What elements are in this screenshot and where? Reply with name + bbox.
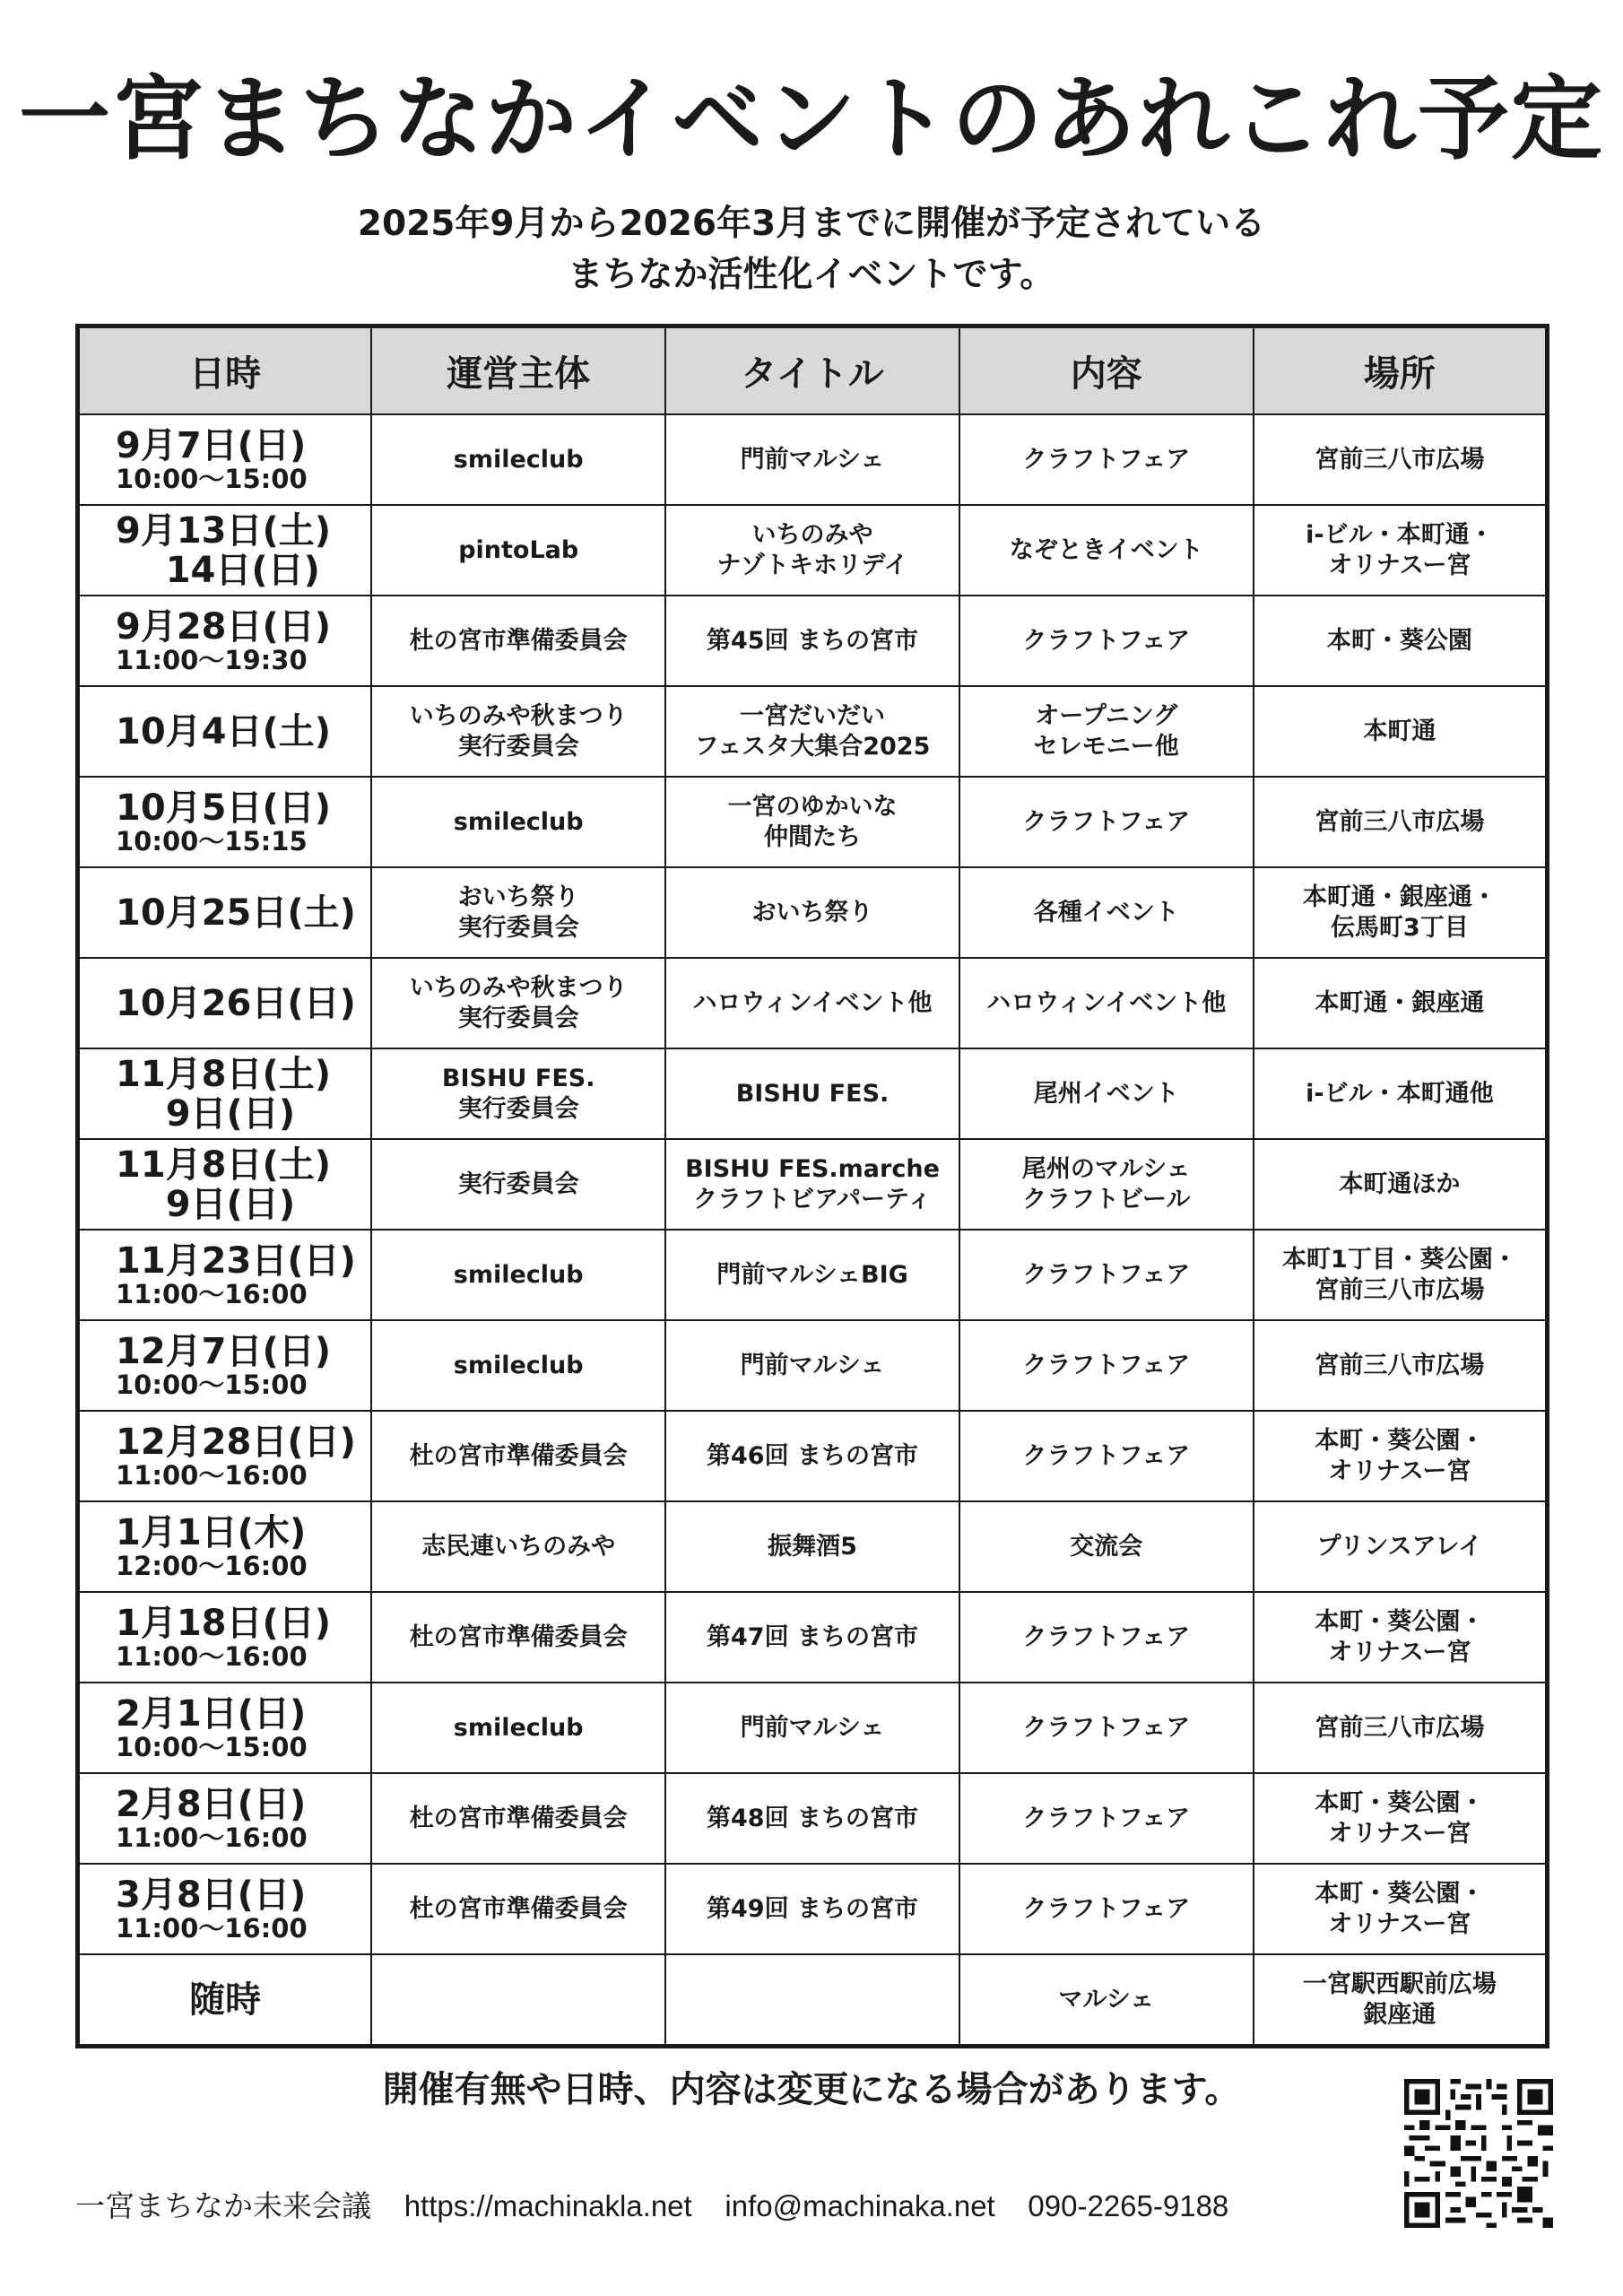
cell-line: 実行委員会 <box>457 1094 579 1123</box>
cell-line: クラフトフェア <box>1022 1622 1191 1651</box>
content-cell <box>959 1320 1254 1411</box>
footer <box>75 2183 1228 2225</box>
cell-line: クラフトフェア <box>1022 1351 1191 1379</box>
date-cell <box>78 505 372 596</box>
time-range: 11:00〜16:00 <box>116 1459 308 1491</box>
cell-line: 門前マルシェBIG <box>716 1260 908 1289</box>
cell-line: 伝馬町3丁目 <box>1330 913 1469 942</box>
table-row <box>78 505 1548 596</box>
cell-line: ハロウィンイベント他 <box>692 988 933 1017</box>
content-cell <box>959 1954 1254 2047</box>
header-content: 内容 <box>959 326 1254 415</box>
place-cell <box>1254 596 1548 686</box>
title-cell <box>665 1048 959 1139</box>
place-cell <box>1254 1139 1548 1230</box>
organizer-cell <box>371 1773 665 1864</box>
cell-line: セレモニー他 <box>1033 732 1179 761</box>
place-cell <box>1254 1954 1548 2047</box>
organizer-cell <box>371 686 665 777</box>
cell-line: 各種イベント <box>1033 898 1179 926</box>
date-cell <box>78 1592 372 1683</box>
date-line: 2月8日(日) <box>116 1783 307 1825</box>
cell-line: pintoLab <box>458 535 579 564</box>
cell-line: クラフトフェア <box>1022 1713 1191 1742</box>
content-cell <box>959 1501 1254 1592</box>
cell-line: 一宮駅西駅前広場 <box>1302 1970 1497 1998</box>
title-cell <box>665 1230 959 1320</box>
organizer-cell <box>371 1139 665 1230</box>
table-row <box>78 1139 1548 1230</box>
cell-line: 尾州イベント <box>1033 1079 1179 1108</box>
cell-line: 第46回 まちの宮市 <box>707 1441 918 1470</box>
table-row <box>78 1320 1548 1411</box>
cell-line: 第45回 まちの宮市 <box>707 626 918 655</box>
cell-line: クラフトフェア <box>1022 1441 1191 1470</box>
cell-line: 本町・葵公園・ <box>1315 1607 1485 1636</box>
cell-line: 本町1丁目・葵公園・ <box>1281 1245 1517 1274</box>
date-cell <box>78 1230 372 1320</box>
cell-line: 実行委員会 <box>457 732 579 761</box>
cell-line: 交流会 <box>1070 1532 1143 1561</box>
date-cell <box>78 1954 372 2047</box>
time-range: 11:00〜19:30 <box>116 644 308 675</box>
cell-line: 本町通ほか <box>1339 1170 1461 1198</box>
footer-phone[interactable]: 090-2265-9188 <box>1028 2189 1229 2222</box>
title-cell <box>665 505 959 596</box>
cell-line: 杜の宮市準備委員会 <box>409 1441 628 1470</box>
date-line: 3月8日(日) <box>116 1874 307 1916</box>
cell-line: クラフトフェア <box>1022 1260 1191 1289</box>
date-line: 9日(日) <box>116 1183 296 1225</box>
place-cell <box>1254 1773 1548 1864</box>
cell-line: 本町・葵公園・ <box>1315 1879 1485 1908</box>
table-row <box>78 867 1548 958</box>
time-range: 11:00〜16:00 <box>116 1278 308 1309</box>
page-subtitle <box>0 199 1623 300</box>
date-line: 11月8日(土) <box>116 1144 332 1186</box>
cell-line: オープニング <box>1035 701 1178 730</box>
title-cell <box>665 1683 959 1773</box>
cell-line: クラフトフェア <box>1022 1894 1191 1923</box>
content-cell <box>959 505 1254 596</box>
footer-org: 一宮まちなか未来会議 <box>75 2189 371 2222</box>
cell-line: ハロウィンイベント他 <box>986 988 1227 1017</box>
cell-line: 門前マルシェ <box>740 1351 885 1379</box>
title-cell <box>665 1320 959 1411</box>
title-cell <box>665 1954 959 2047</box>
place-cell <box>1254 1230 1548 1320</box>
cell-line: 本町通 <box>1363 717 1436 745</box>
cell-line: 宮前三八市広場 <box>1315 445 1485 474</box>
place-cell <box>1254 1320 1548 1411</box>
cell-line: クラフトフェア <box>1022 626 1191 655</box>
cell-line: 志民連いちのみや <box>421 1532 616 1561</box>
place-cell <box>1254 1411 1548 1501</box>
cell-line: いちのみや秋まつり <box>409 701 628 730</box>
place-cell <box>1254 414 1548 505</box>
cell-line: いちのみや <box>751 520 873 549</box>
organizer-cell <box>371 1683 665 1773</box>
title-cell <box>665 596 959 686</box>
content-cell <box>959 1411 1254 1501</box>
organizer-cell <box>371 1501 665 1592</box>
time-range: 11:00〜16:00 <box>116 1822 308 1853</box>
date-line: 随時 <box>189 1979 262 2021</box>
cell-line: BISHU FES. <box>735 1079 890 1108</box>
time-range: 11:00〜16:00 <box>116 1640 308 1672</box>
cell-line: 杜の宮市準備委員会 <box>409 1804 628 1832</box>
cell-line: smileclub <box>453 445 584 474</box>
cell-line: 本町通・銀座通・ <box>1302 883 1497 911</box>
place-cell <box>1254 686 1548 777</box>
date-cell <box>78 1773 372 1864</box>
date-cell <box>78 958 372 1048</box>
cell-line: 第47回 まちの宮市 <box>707 1622 918 1651</box>
date-line: 10月4日(土) <box>116 710 332 752</box>
table-row <box>78 414 1548 505</box>
organizer-cell <box>371 1048 665 1139</box>
title-cell <box>665 1411 959 1501</box>
time-range: 11:00〜16:00 <box>116 1912 308 1944</box>
cell-line: 実行委員会 <box>457 913 579 942</box>
date-line: 11月23日(日) <box>116 1239 356 1282</box>
cell-line: なぞときイベント <box>1009 535 1203 564</box>
cell-line: 振舞酒5 <box>768 1532 857 1561</box>
cell-line: オリナスー宮 <box>1328 551 1471 579</box>
organizer-cell <box>371 596 665 686</box>
cell-line: 実行委員会 <box>457 1004 579 1032</box>
cell-line: 杜の宮市準備委員会 <box>409 1894 628 1923</box>
title-cell <box>665 1139 959 1230</box>
date-cell <box>78 1139 372 1230</box>
date-line: 11月8日(土) <box>116 1053 332 1095</box>
content-cell <box>959 686 1254 777</box>
cell-line: smileclub <box>453 1713 584 1742</box>
date-line: 9月28日(日) <box>116 605 332 648</box>
title-cell <box>665 1592 959 1683</box>
title-cell <box>665 777 959 867</box>
content-cell <box>959 414 1254 505</box>
content-cell <box>959 1864 1254 1954</box>
cell-line: 門前マルシェ <box>740 445 885 474</box>
cell-line: 本町・葵公園 <box>1326 626 1472 655</box>
time-range: 10:00〜15:00 <box>116 463 308 494</box>
event-schedule-table <box>75 324 1549 2048</box>
title-cell <box>665 958 959 1048</box>
cell-line: smileclub <box>453 1351 584 1379</box>
table-row <box>78 1683 1548 1773</box>
date-line: 10月25日(土) <box>116 891 356 934</box>
table-row <box>78 777 1548 867</box>
date-cell <box>78 1864 372 1954</box>
date-cell <box>78 1048 372 1139</box>
date-line: 2月1日(日) <box>116 1692 307 1735</box>
date-line: 12月7日(日) <box>116 1330 332 1372</box>
subtitle-line-1: 2025年9月から2026年3月までに開催が予定されている <box>357 204 1266 244</box>
cell-line: BISHU FES. <box>441 1064 595 1092</box>
title-cell <box>665 414 959 505</box>
cell-line: 宮前三八市広場 <box>1315 1275 1485 1304</box>
content-cell <box>959 1773 1254 1864</box>
header-organizer: 運営主体 <box>371 326 665 415</box>
footer-email[interactable]: info@machinaka.net <box>725 2189 995 2222</box>
content-cell <box>959 1592 1254 1683</box>
date-line: 14日(日) <box>116 549 320 591</box>
organizer-cell <box>371 1320 665 1411</box>
content-cell <box>959 958 1254 1048</box>
place-cell <box>1254 867 1548 958</box>
date-line: 9月13日(土) <box>116 509 332 552</box>
cell-line: 杜の宮市準備委員会 <box>409 1622 628 1651</box>
cell-line: クラフトフェア <box>1022 445 1191 474</box>
cell-line: i-ビル・本町通・ <box>1306 520 1494 549</box>
organizer-cell <box>371 414 665 505</box>
cell-line: i-ビル・本町通他 <box>1306 1079 1494 1108</box>
organizer-cell <box>371 1864 665 1954</box>
table-body <box>78 414 1548 2047</box>
content-cell <box>959 596 1254 686</box>
change-notice: 開催有無や日時、内容は変更になる場合があります。 <box>382 2069 1241 2110</box>
place-cell <box>1254 1501 1548 1592</box>
title-cell <box>665 1864 959 1954</box>
cell-line: smileclub <box>453 807 584 836</box>
content-cell <box>959 867 1254 958</box>
header-datetime: 日時 <box>78 326 372 415</box>
cell-line: 本町・葵公園・ <box>1315 1426 1485 1455</box>
header-place: 場所 <box>1254 326 1548 415</box>
organizer-cell <box>371 1592 665 1683</box>
time-range: 10:00〜15:00 <box>116 1369 308 1400</box>
table-header-row <box>78 326 1548 415</box>
cell-line: オリナスー宮 <box>1328 1909 1471 1938</box>
cell-line: オリナスー宮 <box>1328 1638 1471 1666</box>
cell-line: 第49回 まちの宮市 <box>707 1894 918 1923</box>
date-cell <box>78 414 372 505</box>
cell-line: 本町・葵公園・ <box>1315 1788 1485 1817</box>
date-cell <box>78 1501 372 1592</box>
date-line: 12月28日(日) <box>116 1421 356 1463</box>
date-cell <box>78 596 372 686</box>
place-cell <box>1254 1592 1548 1683</box>
place-cell <box>1254 1683 1548 1773</box>
cell-line: フェスタ大集合2025 <box>694 732 931 761</box>
table-row <box>78 596 1548 686</box>
time-range: 10:00〜15:15 <box>116 825 308 857</box>
organizer-cell <box>371 777 665 867</box>
table-row <box>78 1048 1548 1139</box>
organizer-cell <box>371 1411 665 1501</box>
date-line: 10月26日(日) <box>116 982 356 1024</box>
place-cell <box>1254 1864 1548 1954</box>
subtitle-line-2: まちなか活性化イベントです。 <box>568 254 1055 295</box>
content-cell <box>959 1230 1254 1320</box>
time-range: 10:00〜15:00 <box>116 1731 308 1762</box>
cell-line: クラフトビアパーティ <box>693 1185 932 1213</box>
content-cell <box>959 1683 1254 1773</box>
table-row <box>78 1501 1548 1592</box>
table-row <box>78 1592 1548 1683</box>
content-cell <box>959 1048 1254 1139</box>
title-cell <box>665 1501 959 1592</box>
header-title: タイトル <box>665 326 959 415</box>
cell-line: BISHU FES.marche <box>685 1154 940 1183</box>
cell-line: マルシェ <box>1058 1985 1155 2013</box>
date-cell <box>78 1320 372 1411</box>
title-cell <box>665 1773 959 1864</box>
cell-line: 本町通・銀座通 <box>1315 988 1485 1017</box>
cell-line: クラフトフェア <box>1022 1804 1191 1832</box>
cell-line: プリンスアレイ <box>1316 1532 1483 1561</box>
cell-line: おいち祭り <box>751 898 873 926</box>
date-cell <box>78 686 372 777</box>
title-cell <box>665 867 959 958</box>
organizer-cell <box>371 1230 665 1320</box>
organizer-cell <box>371 958 665 1048</box>
date-cell <box>78 1683 372 1773</box>
qr-code-icon[interactable] <box>1404 2079 1553 2228</box>
cell-line: オリナスー宮 <box>1328 1457 1471 1485</box>
cell-line: クラフトビール <box>1022 1185 1191 1213</box>
date-line: 10月5日(日) <box>116 787 332 829</box>
date-cell <box>78 867 372 958</box>
table-row <box>78 1773 1548 1864</box>
table-row <box>78 958 1548 1048</box>
cell-line: 仲間たち <box>763 822 861 851</box>
cell-line: おいち祭り <box>457 883 579 911</box>
cell-line: いちのみや秋まつり <box>409 973 628 1002</box>
time-range: 12:00〜16:00 <box>116 1550 308 1581</box>
date-line: 1月1日(木) <box>116 1511 307 1553</box>
cell-line: クラフトフェア <box>1022 807 1191 836</box>
cell-line: 宮前三八市広場 <box>1315 807 1485 836</box>
date-cell <box>78 1411 372 1501</box>
table-row <box>78 1230 1548 1320</box>
cell-line: 銀座通 <box>1363 2000 1436 2029</box>
cell-line: 宮前三八市広場 <box>1315 1351 1485 1379</box>
organizer-cell <box>371 867 665 958</box>
cell-line: 実行委員会 <box>457 1170 579 1198</box>
place-cell <box>1254 777 1548 867</box>
place-cell <box>1254 505 1548 596</box>
cell-line: 宮前三八市広場 <box>1315 1713 1485 1742</box>
date-line: 9日(日) <box>116 1092 296 1135</box>
organizer-cell <box>371 505 665 596</box>
date-line: 9月7日(日) <box>116 424 307 466</box>
content-cell <box>959 777 1254 867</box>
table-row <box>78 1954 1548 2047</box>
organizer-cell <box>371 1954 665 2047</box>
cell-line: smileclub <box>453 1260 584 1289</box>
content-cell <box>959 1139 1254 1230</box>
table-row <box>78 1411 1548 1501</box>
place-cell <box>1254 958 1548 1048</box>
date-line: 1月18日(日) <box>116 1602 332 1644</box>
cell-line: 一宮のゆかいな <box>727 792 898 821</box>
cell-line: 杜の宮市準備委員会 <box>409 626 628 655</box>
date-cell <box>78 777 372 867</box>
page-title: 一宮まちなかイベントのあれこれ予定 <box>19 66 1604 173</box>
table-row <box>78 686 1548 777</box>
cell-line: 尾州のマルシェ <box>1021 1154 1191 1183</box>
place-cell <box>1254 1048 1548 1139</box>
table-row <box>78 1864 1548 1954</box>
cell-line: 第48回 まちの宮市 <box>707 1804 918 1832</box>
footer-url[interactable]: https://machinakla.net <box>404 2189 692 2222</box>
cell-line: 一宮だいだい <box>739 701 885 730</box>
cell-line: ナゾトキホリデイ <box>716 551 908 579</box>
cell-line: オリナスー宮 <box>1328 1819 1471 1848</box>
title-cell <box>665 686 959 777</box>
cell-line: 門前マルシェ <box>740 1713 885 1742</box>
